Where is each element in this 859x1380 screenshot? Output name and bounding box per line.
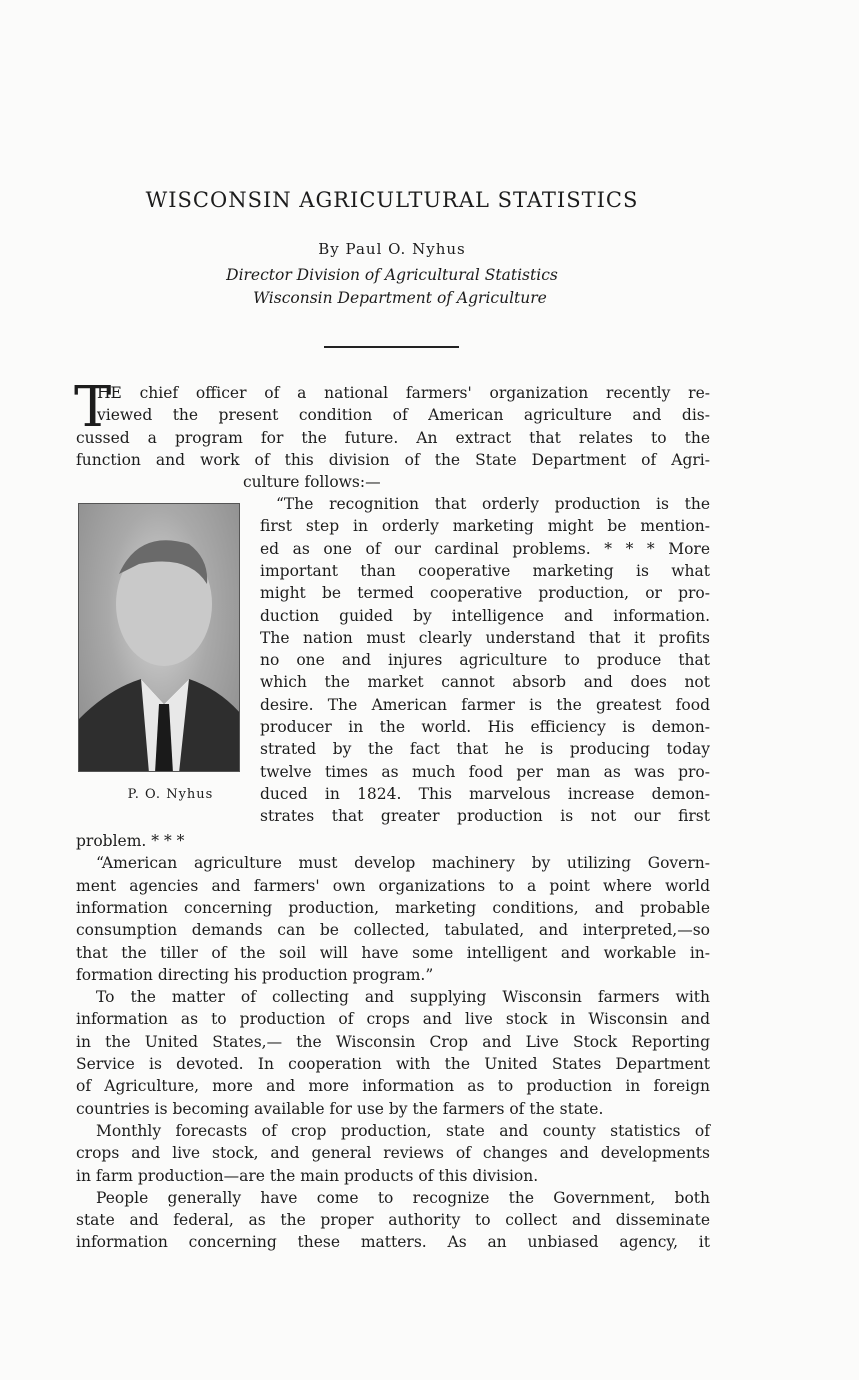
body-line: problem. * * * <box>76 832 185 850</box>
article-title: WISCONSIN AGRICULTURAL STATISTICS <box>145 188 639 212</box>
quote-line: “The recognition that orderly production is the <box>276 495 710 513</box>
quote-line: strates that greater production is not our first <box>260 807 710 826</box>
quote-line: desire. The American farmer is the greatest food <box>260 695 710 714</box>
body-line: countries is becoming available for use by the farmers of the state. <box>76 1099 604 1118</box>
quote-line: important than cooperative marketing is what <box>260 561 710 580</box>
body-line: ment agencies and farmers' own organizations to a point where world <box>76 876 710 895</box>
intro-line: culture follows:— <box>243 473 381 492</box>
author-department: Wisconsin Department of Agriculture <box>253 289 547 307</box>
quote-line: might be termed cooperative production, or pro- <box>260 584 710 603</box>
quote-line: duced in 1824. This marvelous increase demon- <box>260 784 710 803</box>
body-line: “American agriculture must develop machinery by utilizing Govern- <box>96 854 710 873</box>
intro-line: function and work of this division of the State Department of Agri- <box>76 450 710 469</box>
body-line: information concerning these matters. As an unbiased agency, it <box>76 1233 710 1252</box>
body-line: of Agriculture, more and more information as to production in foreign <box>76 1077 710 1096</box>
quote-line: strated by the fact that he is producing today <box>260 740 710 759</box>
quote-line: producer in the world. His efficiency is demon- <box>260 718 710 736</box>
body-line: state and federal, as the proper authority to collect and disseminate <box>76 1211 710 1230</box>
photo-caption: P. O. Nyhus <box>127 787 214 802</box>
body-line: in farm production—are the main products of this division. <box>76 1166 539 1185</box>
byline: By Paul O. Nyhus <box>318 240 466 258</box>
divider-rule <box>324 346 459 348</box>
body-line: Monthly forecasts of crop production, state and county statistics of <box>96 1121 710 1140</box>
body-line: that the tiller of the soil will have some intelligent and workable in- <box>76 943 710 962</box>
quote-line: duction guided by intelligence and information. <box>260 606 710 625</box>
quote-line: first step in orderly marketing might be mention- <box>260 517 710 536</box>
quote-line: no one and injures agriculture to produce that <box>260 651 710 670</box>
body-line: Service is devoted. In cooperation with the United States Department <box>76 1055 710 1073</box>
quote-line: twelve times as much food per man as was pro- <box>260 762 710 781</box>
drop-cap: T <box>74 375 112 440</box>
author-title: Director Division of Agricultural Statistics <box>226 266 558 284</box>
intro-line: HE chief officer of a national farmers' organization recently re- <box>97 384 710 402</box>
body-line: in the United States,— the Wisconsin Crop and Live Stock Reporting <box>76 1032 710 1051</box>
intro-line: cussed a program for the future. An extract that relates to the <box>76 428 710 447</box>
quote-line: The nation must clearly understand that it profits <box>260 628 710 647</box>
body-line: consumption demands can be collected, tabulated, and interpreted,—so <box>76 921 710 940</box>
body-line: formation directing his production program.” <box>76 965 434 984</box>
quote-line: ed as one of our cardinal problems. * * * More <box>260 539 710 558</box>
quote-line: which the market cannot absorb and does not <box>260 673 710 692</box>
body-line: To the matter of collecting and supplying Wisconsin farmers with <box>96 988 710 1007</box>
intro-line: viewed the present condition of American agriculture and dis- <box>97 406 710 425</box>
body-line: information as to production of crops and live stock in Wisconsin and <box>76 1010 710 1029</box>
author-portrait <box>78 503 240 772</box>
body-line: People generally have come to recognize the Government, both <box>96 1188 710 1207</box>
body-line: information concerning production, marketing conditions, and probable <box>76 898 710 917</box>
body-line: crops and live stock, and general reviews of changes and developments <box>76 1144 710 1163</box>
